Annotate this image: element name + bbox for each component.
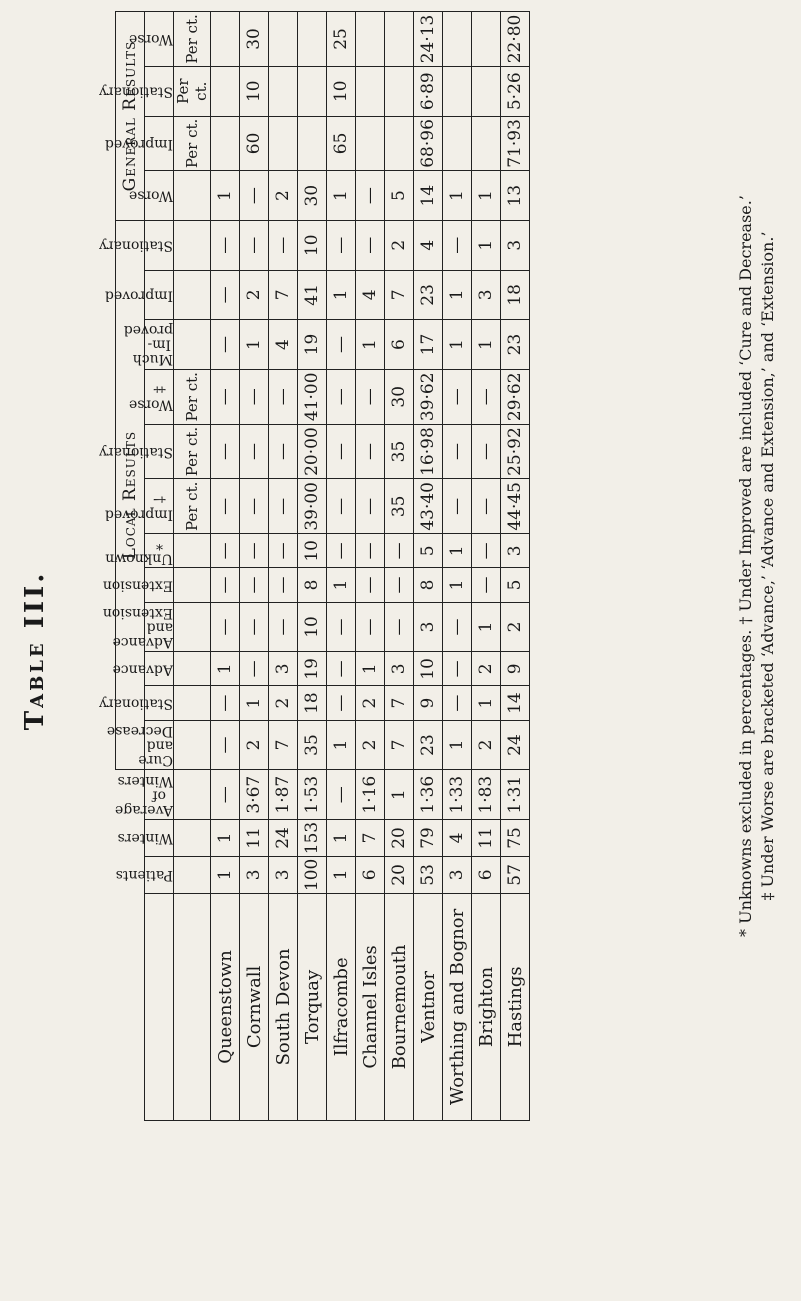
- place-name: Cornwall: [240, 893, 269, 1120]
- table-cell: 41: [298, 270, 327, 320]
- table-cell: [298, 116, 327, 171]
- table-cell: 1: [327, 720, 356, 770]
- table-cell: [269, 12, 298, 67]
- column-header: Improved: [145, 116, 174, 171]
- table-cell: —: [443, 652, 472, 686]
- table-cell: 7: [269, 270, 298, 320]
- table-cell: 23: [501, 320, 530, 370]
- column-header: Cure and Decrease: [145, 720, 174, 770]
- unit-cell: [174, 320, 211, 370]
- table-cell: —: [211, 568, 240, 602]
- table-cell: —: [240, 171, 269, 221]
- table-cell: 1: [385, 770, 414, 820]
- place-column-header: [145, 893, 174, 1120]
- table-title: Table III.: [20, 570, 50, 731]
- table-cell: 1: [443, 171, 472, 221]
- table-cell: —: [356, 171, 385, 221]
- table-cell: 2: [472, 720, 501, 770]
- table-cell: [211, 116, 240, 171]
- table-cell: 1: [472, 602, 501, 652]
- table-cell: 1·33: [443, 770, 472, 820]
- table-cell: —: [211, 424, 240, 479]
- table-cell: 53: [414, 856, 443, 893]
- table-cell: 1: [472, 686, 501, 720]
- table-row: [501, 12, 530, 1121]
- table-cell: —: [211, 220, 240, 270]
- table-cell: —: [327, 424, 356, 479]
- place-name: Hastings: [501, 893, 530, 1120]
- column-header: Advance and Extension: [145, 602, 174, 652]
- blank-header: [116, 770, 145, 1121]
- table-cell: 1: [356, 320, 385, 370]
- table-cell: 5: [414, 534, 443, 568]
- table-cell: 4: [443, 820, 472, 857]
- table-cell: 2: [356, 720, 385, 770]
- table-cell: —: [327, 652, 356, 686]
- table-cell: 1·16: [356, 770, 385, 820]
- column-header: Stationary: [145, 686, 174, 720]
- table-cell: —: [472, 369, 501, 424]
- table-cell: 24: [501, 720, 530, 770]
- table-cell: —: [356, 534, 385, 568]
- table-cell: —: [211, 369, 240, 424]
- table-cell: 1: [472, 171, 501, 221]
- table-cell: —: [211, 270, 240, 320]
- column-header: Stationary: [145, 424, 174, 479]
- table-cell: 7: [385, 270, 414, 320]
- unit-cell: [174, 270, 211, 320]
- table-cell: 11: [240, 820, 269, 857]
- table-cell: 1·83: [472, 770, 501, 820]
- column-header: Unknown *: [145, 534, 174, 568]
- table-cell: 2: [240, 270, 269, 320]
- table-cell: 17: [414, 320, 443, 370]
- table-cell: —: [211, 602, 240, 652]
- table-cell: 1: [443, 320, 472, 370]
- table-cell: [211, 12, 240, 67]
- table-row: [298, 12, 327, 1121]
- table-cell: —: [211, 479, 240, 534]
- table-cell: [298, 12, 327, 67]
- table-cell: 7: [356, 820, 385, 857]
- table-cell: 1: [327, 856, 356, 893]
- table-cell: 6: [385, 320, 414, 370]
- table-cell: 19: [298, 320, 327, 370]
- unit-cell: Per ct.: [174, 424, 211, 479]
- table-cell: 1: [240, 686, 269, 720]
- table-cell: 14: [414, 171, 443, 221]
- unit-cell: Per ct.: [174, 12, 211, 67]
- table-cell: —: [356, 369, 385, 424]
- table-cell: 22·80: [501, 12, 530, 67]
- table-cell: 9: [414, 686, 443, 720]
- table-cell: 7: [385, 720, 414, 770]
- table-cell: 30: [298, 171, 327, 221]
- table-cell: —: [356, 424, 385, 479]
- table-cell: 20: [385, 820, 414, 857]
- table-cell: —: [327, 369, 356, 424]
- table-cell: —: [211, 770, 240, 820]
- table-cell: [356, 116, 385, 171]
- table-cell: 1: [443, 720, 472, 770]
- unit-cell: Per ct.: [174, 66, 211, 116]
- table-cell: 4: [269, 320, 298, 370]
- table-cell: —: [443, 369, 472, 424]
- table-cell: 1·87: [269, 770, 298, 820]
- column-header: Stationary: [145, 220, 174, 270]
- table-cell: 18: [298, 686, 327, 720]
- table-cell: —: [240, 220, 269, 270]
- footnotes: [735, 11, 778, 1121]
- unit-cell: [174, 720, 211, 770]
- footnote-2: ‡ Under Worse are bracketed ‘Advance,’ ‘Advance and Extension,’ and ‘Extension.’: [757, 231, 777, 901]
- table-cell: 3: [385, 652, 414, 686]
- table-cell: [298, 66, 327, 116]
- table-cell: 4: [414, 220, 443, 270]
- table-cell: [385, 12, 414, 67]
- table-cell: —: [269, 534, 298, 568]
- table-row: [211, 12, 240, 1121]
- table-cell: 60: [240, 116, 269, 171]
- table-row: [356, 12, 385, 1121]
- table-cell: 6: [472, 856, 501, 893]
- table-cell: 10: [240, 66, 269, 116]
- table-cell: 57: [501, 856, 530, 893]
- table-cell: 1: [211, 856, 240, 893]
- table-cell: —: [269, 479, 298, 534]
- table-cell: [472, 116, 501, 171]
- column-header: Patients: [145, 856, 174, 893]
- table-cell: 1·53: [298, 770, 327, 820]
- table-cell: 1: [327, 270, 356, 320]
- unit-cell: [174, 534, 211, 568]
- table-cell: 2: [501, 602, 530, 652]
- table-cell: 153: [298, 820, 327, 857]
- unit-cell: [174, 171, 211, 221]
- table-cell: —: [269, 568, 298, 602]
- table-cell: 25: [327, 12, 356, 67]
- table-cell: —: [240, 479, 269, 534]
- table-cell: 13: [501, 171, 530, 221]
- unit-cell: [174, 220, 211, 270]
- table-cell: 4: [356, 270, 385, 320]
- table-cell: 2: [269, 686, 298, 720]
- table-cell: —: [443, 602, 472, 652]
- unit-cell: Per ct.: [174, 369, 211, 424]
- table-cell: —: [385, 534, 414, 568]
- table-cell: —: [240, 568, 269, 602]
- table-cell: 6: [356, 856, 385, 893]
- table-cell: 1: [356, 652, 385, 686]
- table-cell: —: [443, 220, 472, 270]
- table-cell: —: [443, 424, 472, 479]
- table-cell: 7: [385, 686, 414, 720]
- table-cell: 23: [414, 720, 443, 770]
- table-cell: 2: [385, 220, 414, 270]
- table-cell: 11: [472, 820, 501, 857]
- unit-cell: Per ct.: [174, 116, 211, 171]
- table-cell: 3: [472, 270, 501, 320]
- table-cell: 5: [385, 171, 414, 221]
- table-cell: —: [240, 652, 269, 686]
- unit-cell: [174, 893, 211, 1120]
- general-results-header: General Results: [116, 12, 145, 221]
- table-cell: 1: [443, 568, 472, 602]
- unit-cell: [174, 652, 211, 686]
- table-cell: 20·00: [298, 424, 327, 479]
- table-cell: 35: [385, 424, 414, 479]
- table-cell: —: [211, 320, 240, 370]
- table-cell: 19: [298, 652, 327, 686]
- table-cell: —: [356, 220, 385, 270]
- table-cell: 8: [414, 568, 443, 602]
- column-header: Extension: [145, 568, 174, 602]
- table-cell: 3: [240, 856, 269, 893]
- table-cell: —: [211, 534, 240, 568]
- footnote-1: * Unknowns excluded in percentages. † Under Improved are included ‘Cure and Decrease.’: [736, 195, 755, 937]
- table-cell: —: [472, 534, 501, 568]
- table-cell: 5·26: [501, 66, 530, 116]
- column-header: Worse: [145, 12, 174, 67]
- table-row: [414, 12, 443, 1121]
- table-row: [240, 12, 269, 1121]
- table-cell: 35: [385, 479, 414, 534]
- table-cell: 79: [414, 820, 443, 857]
- table-cell: 1: [327, 820, 356, 857]
- table-cell: [385, 116, 414, 171]
- column-header: Advance: [145, 652, 174, 686]
- table-cell: —: [269, 220, 298, 270]
- table-cell: —: [269, 424, 298, 479]
- column-header: Improved †: [145, 479, 174, 534]
- column-header: Winters: [145, 820, 174, 857]
- table-cell: 25·92: [501, 424, 530, 479]
- table-cell: —: [211, 686, 240, 720]
- unit-cell: [174, 686, 211, 720]
- unit-cell: [174, 820, 211, 857]
- table-cell: —: [327, 602, 356, 652]
- unit-cell: [174, 568, 211, 602]
- table-cell: [269, 66, 298, 116]
- table-cell: [443, 12, 472, 67]
- column-header: Much Im-proved: [145, 320, 174, 370]
- table-cell: 1·31: [501, 770, 530, 820]
- column-header: Improved: [145, 270, 174, 320]
- table-cell: 1: [443, 270, 472, 320]
- unit-cell: [174, 856, 211, 893]
- table-cell: 24·13: [414, 12, 443, 67]
- column-header-row: [145, 12, 174, 1121]
- table-cell: 10: [414, 652, 443, 686]
- table-cell: 43·40: [414, 479, 443, 534]
- table-cell: 29·62: [501, 369, 530, 424]
- table-cell: 41·00: [298, 369, 327, 424]
- table-cell: —: [327, 534, 356, 568]
- table-cell: —: [385, 568, 414, 602]
- table-cell: 7: [269, 720, 298, 770]
- table-cell: 75: [501, 820, 530, 857]
- table-cell: 14: [501, 686, 530, 720]
- table-cell: 100: [298, 856, 327, 893]
- table-cell: 3: [501, 534, 530, 568]
- table-cell: 18: [501, 270, 530, 320]
- place-name: Torquay: [298, 893, 327, 1120]
- place-name: South Devon: [269, 893, 298, 1120]
- table-cell: 2: [269, 171, 298, 221]
- table-cell: 23: [414, 270, 443, 320]
- table-cell: 1: [443, 534, 472, 568]
- column-header: Worse: [145, 171, 174, 221]
- table-row: [269, 12, 298, 1121]
- table-cell: 10: [298, 220, 327, 270]
- table-cell: —: [385, 602, 414, 652]
- column-header: Average of Winters: [145, 770, 174, 820]
- column-header: Worse ‡: [145, 369, 174, 424]
- place-name: Channel Isles: [356, 893, 385, 1120]
- table-cell: 2: [356, 686, 385, 720]
- table-cell: 1: [211, 820, 240, 857]
- table-cell: 1: [472, 320, 501, 370]
- place-name: Queenstown: [211, 893, 240, 1120]
- table-cell: 3·67: [240, 770, 269, 820]
- table-cell: 16·98: [414, 424, 443, 479]
- table-cell: 68·96: [414, 116, 443, 171]
- table-cell: 10: [298, 602, 327, 652]
- table-cell: 1: [327, 171, 356, 221]
- table-row: [327, 12, 356, 1121]
- table-cell: —: [443, 686, 472, 720]
- place-name: Ilfracombe: [327, 893, 356, 1120]
- table-cell: 6·89: [414, 66, 443, 116]
- place-name: Worthing and Bognor: [443, 893, 472, 1120]
- table-cell: [472, 12, 501, 67]
- table-cell: —: [472, 424, 501, 479]
- table-cell: —: [443, 479, 472, 534]
- table-cell: 39·00: [298, 479, 327, 534]
- table-row: [472, 12, 501, 1121]
- table-cell: [356, 66, 385, 116]
- place-name: Bournemouth: [385, 893, 414, 1120]
- table-cell: [472, 66, 501, 116]
- table-cell: 35: [298, 720, 327, 770]
- table-row: [443, 12, 472, 1121]
- table-cell: 44·45: [501, 479, 530, 534]
- table-cell: 30: [385, 369, 414, 424]
- table-cell: 1: [240, 320, 269, 370]
- table-cell: —: [356, 602, 385, 652]
- table-cell: 5: [501, 568, 530, 602]
- place-name: Ventnor: [414, 893, 443, 1120]
- table-cell: —: [240, 424, 269, 479]
- table-cell: —: [269, 369, 298, 424]
- table-cell: —: [327, 770, 356, 820]
- table-cell: 1: [472, 220, 501, 270]
- table-cell: 10: [327, 66, 356, 116]
- table-cell: 39·62: [414, 369, 443, 424]
- table-cell: 30: [240, 12, 269, 67]
- unit-cell: [174, 770, 211, 820]
- table-cell: 65: [327, 116, 356, 171]
- table-cell: 1·36: [414, 770, 443, 820]
- table-cell: 24: [269, 820, 298, 857]
- table-cell: 9: [501, 652, 530, 686]
- table-cell: [443, 66, 472, 116]
- table-body: [211, 12, 530, 1121]
- table-cell: [443, 116, 472, 171]
- results-table: [98, 11, 530, 1121]
- table-cell: 1: [211, 652, 240, 686]
- table-cell: [211, 66, 240, 116]
- table-cell: [385, 66, 414, 116]
- column-header: Stationary: [145, 66, 174, 116]
- table-cell: —: [327, 479, 356, 534]
- table-cell: —: [269, 602, 298, 652]
- table-cell: —: [327, 320, 356, 370]
- unit-row: [174, 12, 211, 1121]
- unit-cell: Per ct.: [174, 479, 211, 534]
- table-cell: —: [240, 369, 269, 424]
- table-cell: —: [240, 534, 269, 568]
- table-cell: —: [240, 602, 269, 652]
- table-cell: —: [211, 720, 240, 770]
- local-results-header: Local Results: [116, 220, 145, 769]
- table-cell: [356, 12, 385, 67]
- table-cell: 2: [472, 652, 501, 686]
- table-cell: 3: [269, 652, 298, 686]
- unit-cell: [174, 602, 211, 652]
- table-cell: 1: [211, 171, 240, 221]
- table-row: [385, 12, 414, 1121]
- table-cell: —: [356, 568, 385, 602]
- table-cell: 8: [298, 568, 327, 602]
- table-cell: 2: [240, 720, 269, 770]
- table-cell: —: [472, 479, 501, 534]
- table-cell: 10: [298, 534, 327, 568]
- place-name: Brighton: [472, 893, 501, 1120]
- table-cell: 3: [414, 602, 443, 652]
- table-cell: [269, 116, 298, 171]
- table-cell: 3: [443, 856, 472, 893]
- table-cell: —: [327, 686, 356, 720]
- table-cell: —: [472, 568, 501, 602]
- table-cell: 20: [385, 856, 414, 893]
- table-cell: 1: [327, 568, 356, 602]
- table-cell: 3: [501, 220, 530, 270]
- table-cell: 71·93: [501, 116, 530, 171]
- table-cell: —: [327, 220, 356, 270]
- table-cell: —: [356, 479, 385, 534]
- table-cell: 3: [269, 856, 298, 893]
